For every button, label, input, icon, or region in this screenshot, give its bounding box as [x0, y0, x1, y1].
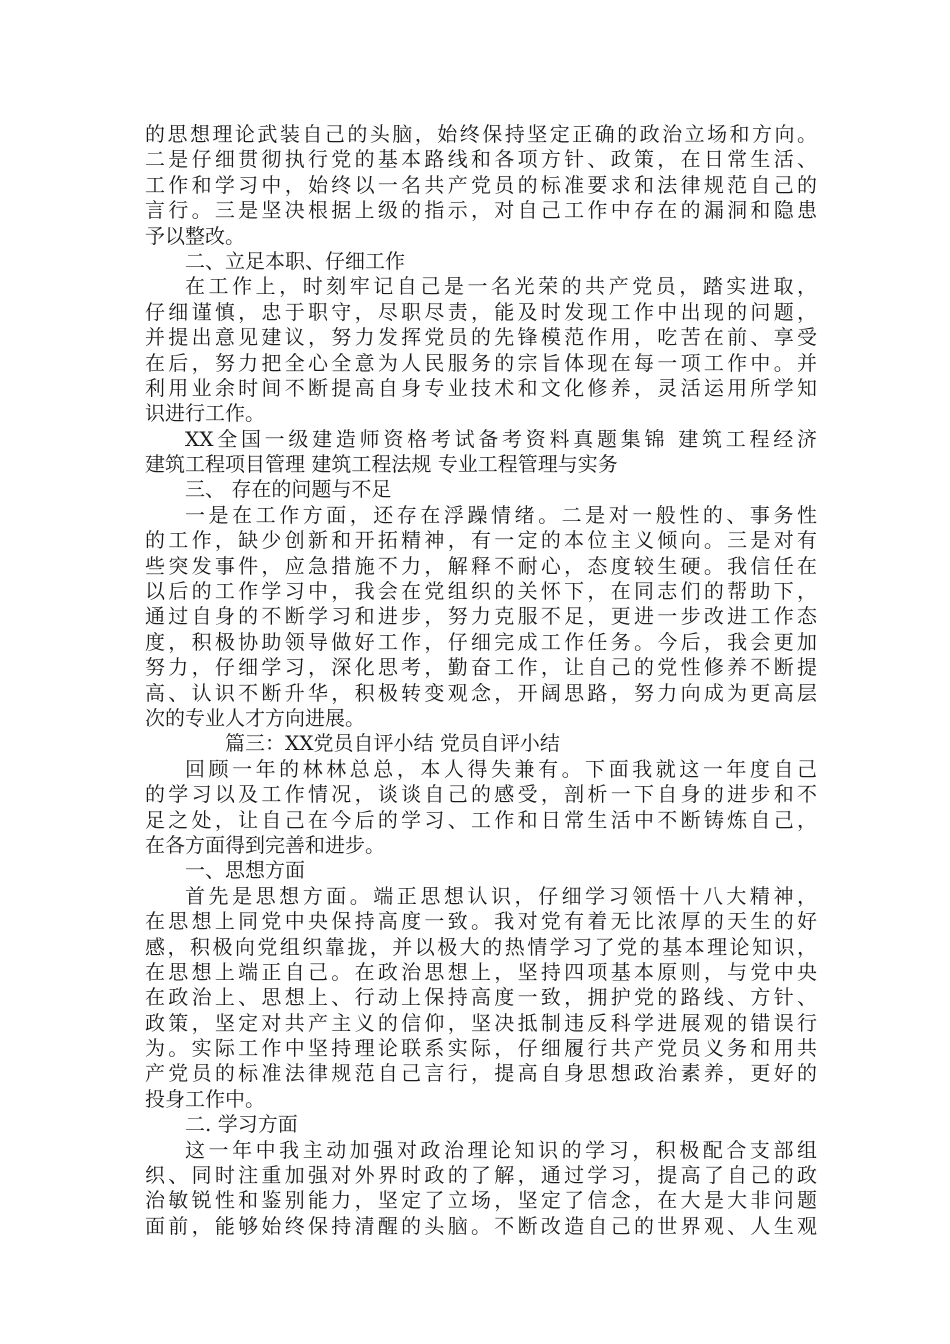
text-line: 在各方面得到完善和进步。 [145, 832, 385, 857]
text-line: 在思想上端正自己。在政治思想上，坚持四项基本原则，与党中央 [145, 959, 817, 984]
text-line: 在思想上同党中央保持高度一致。我对党有着无比浓厚的天生的好 [145, 909, 817, 934]
document-body [145, 122, 817, 1239]
text-line: XX全国一级建造师资格考试备考资料真题集锦 建筑工程经济 [185, 426, 817, 451]
text-line: 在后，努力把全心全意为人民服务的宗旨体现在每一项工作中。并 [145, 350, 817, 375]
text-line: 产党员的标准法律规范自己言行，提高自身思想政治素养，更好的 [145, 1061, 817, 1086]
text-line: 为。实际工作中坚持理论联系实际，仔细履行共产党员义务和用共 [145, 1036, 817, 1061]
text-line: 次的专业人才方向进展。 [145, 705, 365, 730]
text-line: 工作和学习中，始终以一名共产党员的标准要求和法律规范自己的 [145, 172, 817, 197]
text-line: 足之处，让自己在今后的学习、工作和日常生活中不断铸炼自己， [145, 807, 817, 832]
text-line: 利用业余时间不断提高自身专业技术和文化修养，灵活运用所学知 [145, 375, 817, 400]
text-line: 治敏锐性和鉴别能力，坚定了立场，坚定了信念，在大是大非问题 [145, 1188, 817, 1213]
text-line: 三、 存在的问题与不足 [185, 477, 392, 502]
text-line: 以后的工作学习中，我会在党组织的关怀下，在同志们的帮助下， [145, 579, 817, 604]
text-line: 的工作，缺少创新和开拓精神，有一定的本位主义倾向。三是对有 [145, 528, 817, 553]
text-line: 的思想理论武装自己的头脑，始终保持坚定正确的政治立场和方向。 [145, 122, 817, 146]
text-line: 的学习以及工作情况，谈谈自己的感受，剖析一下自身的进步和不 [145, 782, 817, 807]
text-line: 回顾一年的林林总总，本人得失兼有。下面我就这一年度自己 [185, 756, 817, 781]
text-line: 面前，能够始终保持清醒的头脑。不断改造自己的世界观、人生观 [145, 1213, 817, 1238]
text-line: 高、认识不断升华，积极转变观念，开阔思路，努力向成为更高层 [145, 680, 817, 705]
text-line: 织、同时注重加强对外界时政的了解，通过学习，提高了自己的政 [145, 1163, 817, 1188]
text-line: 努力，仔细学习，深化思考，勤奋工作，让自己的党性修养不断提 [145, 655, 817, 680]
text-line: 一、思想方面 [185, 858, 305, 883]
text-line: 首先是思想方面。端正思想认识，仔细学习领悟十八大精神， [185, 883, 817, 908]
text-line: 在工作上，时刻牢记自己是一名光荣的共产党员，踏实进取， [185, 274, 817, 299]
text-line: 感，积极向党组织靠拢，并以极大的热情学习了党的基本理论知识， [145, 934, 817, 959]
text-line: 一是在工作方面，还存在浮躁情绪。二是对一般性的、事务性 [185, 502, 817, 527]
text-line: 识进行工作。 [145, 401, 265, 426]
text-line: 在政治上、思想上、行动上保持高度一致，拥护党的路线、方针、 [145, 985, 817, 1010]
text-line: 通过自身的不断学习和进步，努力克服不足，更进一步改进工作态 [145, 604, 817, 629]
text-line: 并提出意见建议，努力发挥党员的先锋模范作用，吃苦在前、享受 [145, 325, 817, 350]
text-line: 些突发事件，应急措施不力，解释不耐心，态度较生硬。我信任在 [145, 553, 817, 578]
text-line: 仔细谨慎，忠于职守，尽职尽责，能及时发现工作中出现的问题， [145, 299, 817, 324]
text-line: 二、立足本职、仔细工作 [185, 248, 405, 273]
text-line: 这一年中我主动加强对政治理论知识的学习，积极配合支部组 [185, 1137, 817, 1162]
text-line: 度，积极协助领导做好工作，仔细完成工作任务。今后，我会更加 [145, 629, 817, 654]
text-line: 建筑工程项目管理 建筑工程法规 专业工程管理与实务 [145, 452, 618, 477]
text-line: 投身工作中。 [145, 1086, 265, 1111]
text-line: 言行。三是坚决根据上级的指示，对自己工作中存在的漏洞和隐患 [145, 198, 817, 223]
text-line: 篇三：XX党员自评小结 党员自评小结 [225, 731, 560, 756]
text-line: 二是仔细贯彻执行党的基本路线和各项方针、政策，在日常生活、 [145, 147, 817, 172]
text-line: 二. 学习方面 [185, 1112, 298, 1137]
text-line: 政策，坚定对共产主义的信仰，坚决抵制违反科学进展观的错误行 [145, 1010, 817, 1035]
text-line: 予以整改。 [145, 223, 245, 248]
